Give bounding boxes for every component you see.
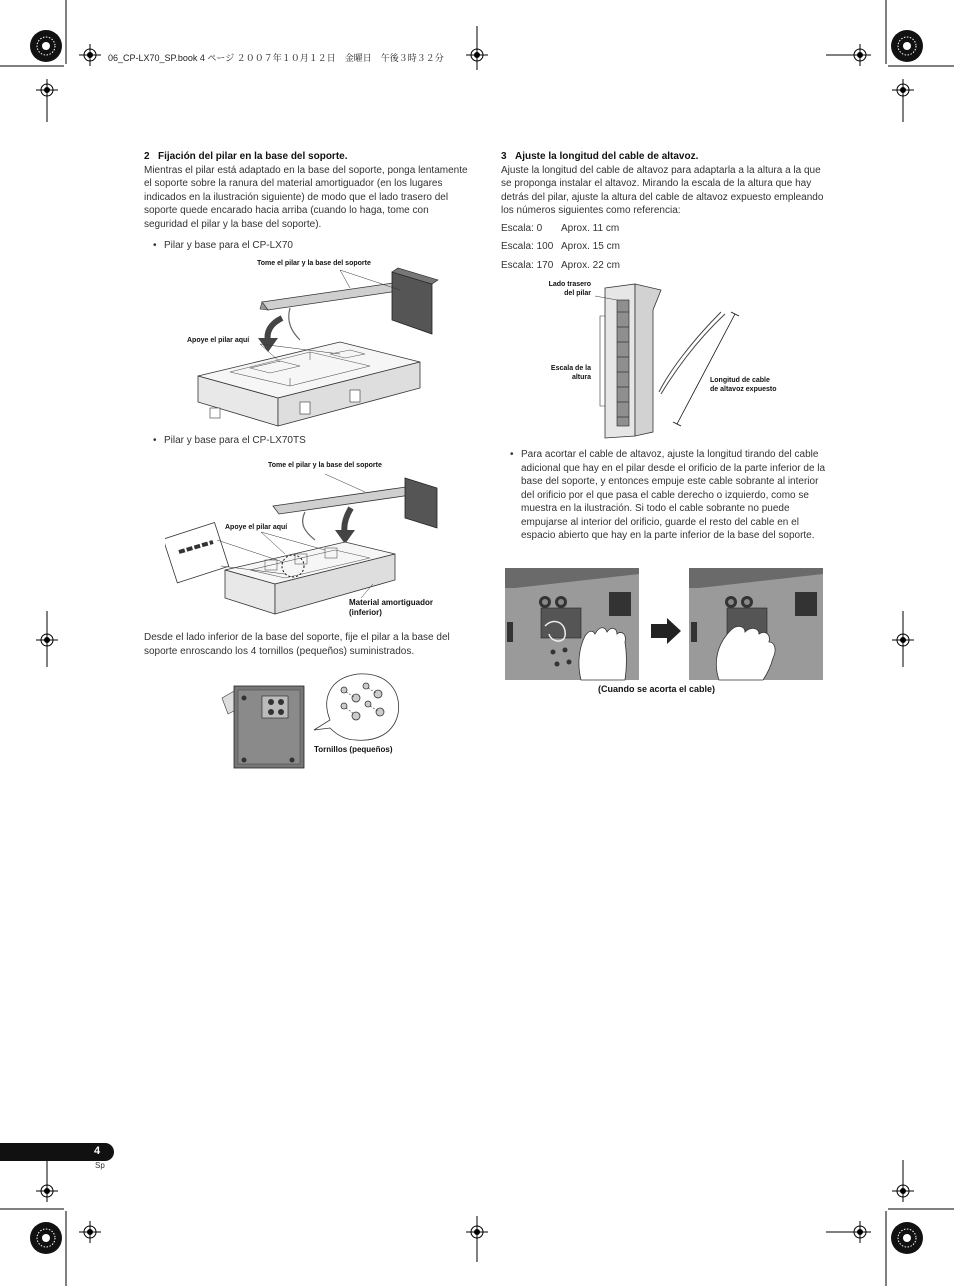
bullet-cp-lx70: • Pilar y base para el CP-LX70 [144, 239, 474, 253]
crosshair-top-left-1 [79, 44, 101, 66]
print-header-file-line: 06_CP-LX70_SP.book 4 ページ ２００７年１０月１２日 金曜日 午後３時３２分 [108, 53, 444, 63]
fig4-label-length [710, 376, 777, 394]
fig1-label-rest: Apoye el pilar aquí [187, 337, 250, 344]
fig4-label-scale-line1: Escala de la [550, 365, 591, 372]
fig4-label-length-line1: Longitud de cable [710, 377, 770, 384]
step-3-heading [501, 150, 833, 164]
scale-row [501, 259, 833, 273]
right-column-part2 [501, 448, 833, 543]
left-column-part3 [144, 631, 474, 658]
bullet-cp-lx70ts: • Pilar y base para el CP-LX70TS [144, 434, 474, 448]
step-3-title: Ajuste la longitud del cable de altavoz. [515, 151, 699, 162]
step-2-title: Fijación del pilar en la base del soporte. [158, 151, 348, 162]
screw-instructions: Desde el lado inferior de la base del soporte, fije el pilar a la base del soporte enroscando los 4 tornillos (pequeños) suministrados. [144, 632, 450, 657]
step-3-number: 3 [501, 151, 507, 162]
fig4-label-length-line2: de altavoz expuesto [710, 386, 777, 393]
registration-mark-top-right [891, 30, 923, 62]
figure-pillar-base-lx70 [190, 262, 440, 432]
page-number: 4 [94, 1145, 101, 1157]
fig2-label-material-line2: (inferior) [349, 608, 382, 617]
figure-height-scale [595, 282, 755, 442]
left-column [144, 150, 474, 253]
scale-label: Escala: 100 [501, 241, 554, 252]
figure-shorten-cable [505, 568, 825, 682]
fig4-label-back [540, 280, 591, 298]
registration-mark-top-left [30, 30, 62, 62]
fig2-label-take: Tome el pilar y la base del soporte [268, 462, 382, 469]
fig2-label-material [349, 598, 433, 618]
fig2-label-material-line1: Material amortiguador [349, 598, 434, 607]
figure-screws-bottom [218, 670, 408, 770]
registration-mark-bottom-left [30, 1222, 62, 1254]
fig2-label-rest: Apoye el pilar aquí [225, 524, 288, 531]
registration-mark-bottom-right [891, 1222, 923, 1254]
bullet-shorten-cable: • Para acortar el cable de altavoz, ajuste la longitud tirando del cable adicional que hay en el pilar desde el orificio de la parte inferior de la base del soporte, y entonces empuje este cable sobrante al interior del orificio por el que pasa el cable derecho o izquierdo, como se muestra en la ilustración. Si todo el cable sobrante no puede empujarse al interior del orificio, guarde el resto del cable en el espacio abierto que hay en la parte inferior de la base del soporte. [501, 448, 833, 543]
scale-value: Aprox. 15 cm [561, 241, 620, 252]
left-column-part2 [144, 434, 474, 448]
step-2-heading [144, 150, 474, 164]
step-2-number: 2 [144, 151, 150, 162]
fig4-label-back-line1: Lado trasero [548, 281, 591, 288]
fig4-label-scale [540, 364, 591, 382]
fig4-label-back-line2: del pilar [564, 290, 591, 297]
step-3-body: Ajuste la longitud del cable de altavoz para adaptarla a la altura a la que se proponga instalar el altavoz. Mirando la escala de la altura que hay detrás del pilar, ajuste la altura del cable de altavoz expuesto empleando los números siguientes como referencia: [501, 164, 824, 216]
scale-label: Escala: 170 [501, 259, 554, 271]
scale-row [501, 240, 833, 254]
fig1-label-take: Tome el pilar y la base del soporte [257, 260, 371, 267]
fig4-label-scale-line2: altura [571, 374, 591, 381]
scale-row [501, 222, 833, 236]
page-language: Sp [95, 1161, 105, 1170]
fig5-caption: (Cuando se acorta el cable) [598, 684, 716, 694]
scale-value: Aprox. 22 cm [561, 259, 620, 271]
right-column [501, 150, 833, 272]
scale-value: Aprox. 11 cm [561, 222, 620, 234]
step-2-body: Mientras el pilar está adaptado en la base del soporte, ponga lentamente el soporte sobre la ranura del material amortiguador (en los lugares indicados en la ilustración siguiente) de modo que el lado trasero del soporte quede encarado hacia arriba (cuando lo haga, tome con seguridad el pilar y la base del soporte). [144, 164, 468, 230]
scale-label: Escala: 0 [501, 222, 543, 234]
fig3-label-screws: Tornillos (pequeños) [314, 745, 393, 754]
